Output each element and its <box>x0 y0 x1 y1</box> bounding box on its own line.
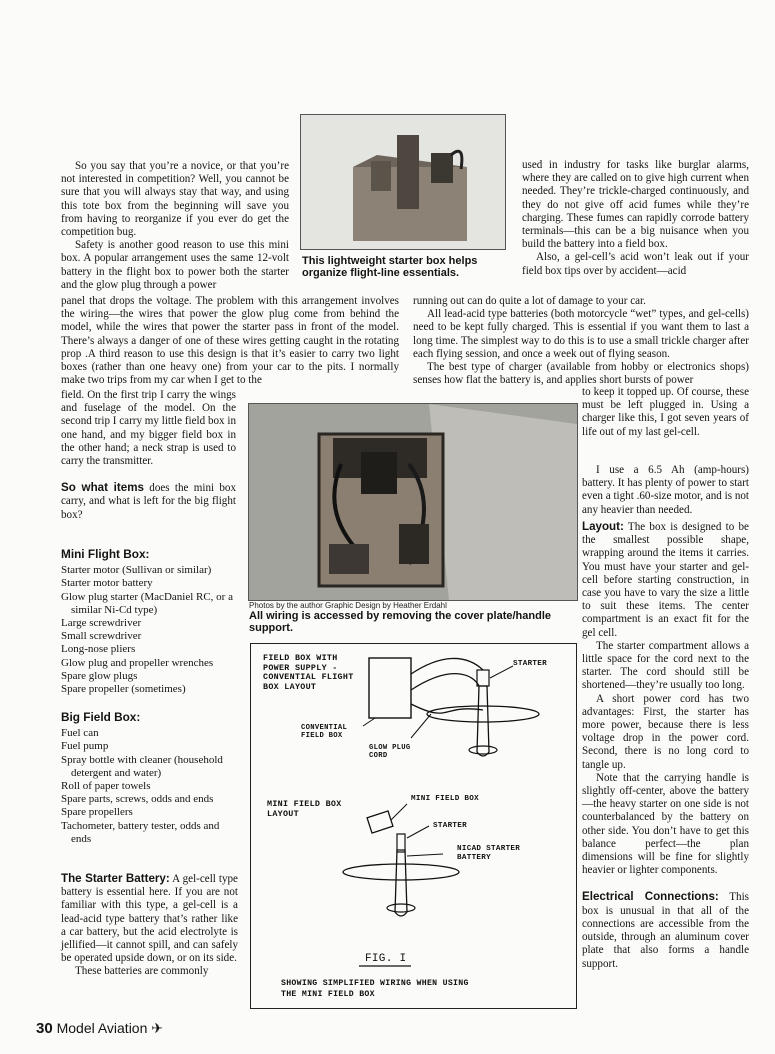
list-item: Starter motor battery <box>61 577 153 590</box>
intro-text <box>61 160 289 292</box>
list-item: Spare propeller (sometimes) <box>61 683 186 696</box>
wiring-photo <box>248 403 578 601</box>
airplane-icon: ✈ <box>151 1020 164 1036</box>
fig-title-line: CONVENTIAL FLIGHT <box>263 672 354 683</box>
battery-size-text <box>582 464 749 517</box>
list-item: Spare propellers <box>61 806 133 819</box>
list-item: Glow plug and propeller wrenches <box>61 656 214 669</box>
conventional-label <box>301 724 347 740</box>
starter2-label: STARTER <box>433 822 467 830</box>
glow-label-line: CORD <box>369 752 388 760</box>
fig-title <box>263 654 354 692</box>
mini-flight-box-list <box>61 548 241 696</box>
magazine-name: Model Aviation <box>56 1020 148 1036</box>
layout-text: The box is designed to be the smallest possible shape, wrapping around the items it carries. You must have your starter and gel-cell before starting construction, in case you have to vary the size a little to suit these items. The center compartment is an exact fit for the gel cell. <box>582 521 749 639</box>
list-item: Fuel can <box>61 727 99 740</box>
conventional-label-line: CONVENTIAL <box>301 724 348 732</box>
mini-title-line: MINI FIELD BOX <box>267 799 342 809</box>
handle-paragraph: Note that the carrying handle is slightly off-center, above the battery—the heavy starter on one side is not counterbalanced by the battery on other side. You don’t have to get this balance perfect—the plan dimensions will be fine for slightly heavier or lighter components. <box>582 771 749 877</box>
lead-acid-paragraph: All lead-acid type batteries (both motorcycle “wet” types, and gel-cells) need to be kept fully charged. This is essential if you want them to last a long time. The simplest way to do this is to use a small trickle charger after each flying session, and once a week out of flying season. <box>413 308 749 360</box>
nicad-label-line: NICAD STARTER <box>457 845 521 853</box>
electrical-text: This box is unusual in that all of the connections are accessible from the outside, through an aluminum cover plate that also forms a handle support. <box>582 891 749 970</box>
list-item: Spare glow plugs <box>61 669 138 682</box>
fig-title-line: POWER SUPPLY - <box>263 662 338 673</box>
items-question <box>61 481 236 522</box>
layout-section <box>582 520 749 971</box>
trip-text <box>61 389 236 522</box>
list-item: Spare parts, screws, odds and ends <box>61 793 214 806</box>
mini-title-line: LAYOUT <box>267 808 299 819</box>
items-question-lead: So what items <box>61 481 144 495</box>
safety-paragraph: Safety is another good reason to use this mini box. A popular arrangement uses the same 12-volt battery in the flight box to power both the starter and the glow plug through a power <box>61 239 289 291</box>
starter-battery-paragraph <box>61 872 238 965</box>
mini-box-label: MINI FIELD BOX <box>411 795 479 803</box>
layout-heading: Layout: <box>582 520 624 533</box>
electrical-paragraph <box>582 890 749 970</box>
list-item: Spray bottle with cleaner (household detergent and water) <box>61 753 223 779</box>
list-item: Large screwdriver <box>61 617 142 630</box>
starter-label: STARTER <box>513 660 547 668</box>
layout-paragraph <box>582 520 749 640</box>
damage-line: running out can do quite a lot of damage to your car. <box>413 295 646 307</box>
photo-credit: Photos by the author Graphic Design by Heather Erdahl <box>249 601 447 610</box>
nicad-label-line: BATTERY <box>457 853 491 862</box>
fig-caption-line: SHOWING SIMPLIFIED WIRING WHEN USING <box>281 979 469 988</box>
conventional-label-line: FIELD BOX <box>301 732 343 740</box>
big-box-heading: Big Field Box: <box>61 710 141 724</box>
big-field-box-list <box>61 711 241 846</box>
charging-text <box>413 295 749 387</box>
fig-caption <box>281 978 469 1000</box>
trip-paragraph: field. On the first trip I carry the wings and fuselage of the model. On the second trip I carry my little field box in one hand, and my bigger field box in the other hand; a neck strap is used to carry the transmitter. <box>61 389 236 468</box>
starter-battery-heading: The Starter Battery: <box>61 872 170 885</box>
compartment-paragraph: The starter compartment allows a little space for the cord next to the starter. The cord should still be shortened—they’re usually too long. <box>582 639 749 692</box>
list-item: Small screwdriver <box>61 630 142 643</box>
electrical-heading: Electrical Connections: <box>582 890 719 904</box>
nicad-label <box>457 845 520 862</box>
commonly-line: These batteries are commonly <box>75 965 209 978</box>
list-item: Tachometer, battery tester, odds and ends <box>61 819 220 845</box>
list-item: Fuel pump <box>61 740 109 753</box>
glow-label-line: GLOW PLUG <box>369 744 411 752</box>
power-cord-paragraph: A short power cord has two advantages: First, the starter has more power, because there is less voltage drop in the power cord. Second, there is no long cord to tangle up. <box>582 692 749 771</box>
list-item: Starter motor (Sullivan or similar) <box>61 564 212 577</box>
list-item: Glow plug starter (MacDaniel RC, or a similar Ni-Cd type) <box>61 590 233 616</box>
figure-1 <box>250 643 577 1009</box>
fig-title-line: BOX LAYOUT <box>263 681 317 692</box>
fig-number: FIG. I <box>365 953 407 965</box>
charger-paragraph: The best type of charger (available from hobby or electronics shops) senses how flat the battery is, and applies short bursts of power <box>413 361 749 387</box>
charger-text: to keep it topped up. Of course, these must be left plugged in. Using a charger like this, I got seven years of life out of my last gel-cell. <box>582 386 749 438</box>
fig-title-line: FIELD BOX WITH <box>263 653 338 663</box>
glow-label <box>369 744 411 760</box>
photo1-caption: This lightweight starter box helps organize flight-line essentials. <box>302 255 478 280</box>
starter-battery-text: A gel-cell type battery is essential here. If you are not familiar with this type, a gel-cell is a lead-acid type battery that’s rather like a car battery, but the acid electrolyte is jellified—it cannot spill, and can safely be operated upside down, or on its side. <box>61 873 238 965</box>
list-item: Roll of paper towels <box>61 780 151 793</box>
starter-battery-section <box>61 872 238 979</box>
battery-size-paragraph: I use a 6.5 Ah (amp-hours) battery. It has plenty of power to start even a tight .60-size motor, and is not any heavier than needed. <box>582 464 749 516</box>
page-footer <box>36 1020 163 1037</box>
page-number: 30 <box>36 1020 53 1037</box>
gel-cell-text <box>522 159 749 278</box>
acid-paragraph: Also, a gel-cell’s acid won’t leak out if your field box tips over by accident—acid <box>522 251 749 277</box>
items-question-rest: does the mini box carry, and what is left for the big flight box? <box>61 482 237 521</box>
photo2-caption: All wiring is accessed by removing the cover plate/handle support. <box>249 610 551 635</box>
intro-paragraph: So you say that you’re a novice, or that you’re not interested in competition? Well, you cannot be sure that you will always stay that way, and using this tote box from the beginning will save you from having to reorganize if you ever do get the competition bug. <box>61 160 289 239</box>
mini-box-heading: Mini Flight Box: <box>61 547 150 561</box>
industry-paragraph: used in industry for tasks like burglar alarms, where they are called on to give high current when needed. They’re trickle-charged continuously, and they do not give off acid fumes while they’re charging. These fumes can rapidly corrode battery terminals—this can be a big nuisance when you build the battery into a field box. <box>522 159 749 251</box>
list-item: Long-nose pliers <box>61 643 136 656</box>
mini-title <box>267 800 342 819</box>
fig-caption-line: THE MINI FIELD BOX <box>281 990 375 999</box>
starter-box-photo <box>300 114 506 250</box>
wiring-text: panel that drops the voltage. The problem with this arrangement involves the wiring—the wires that power the glow plug come from behind the model, while the wires that power the starter pass in front of the model. There’s always a danger of one of these wires getting caught in the rotating prop .A third reason to use this design is that it’s easier to carry two light boxes (rather than one heavy one) from your car to the pits. I normally make two trips from my car when I get to the <box>61 295 399 387</box>
